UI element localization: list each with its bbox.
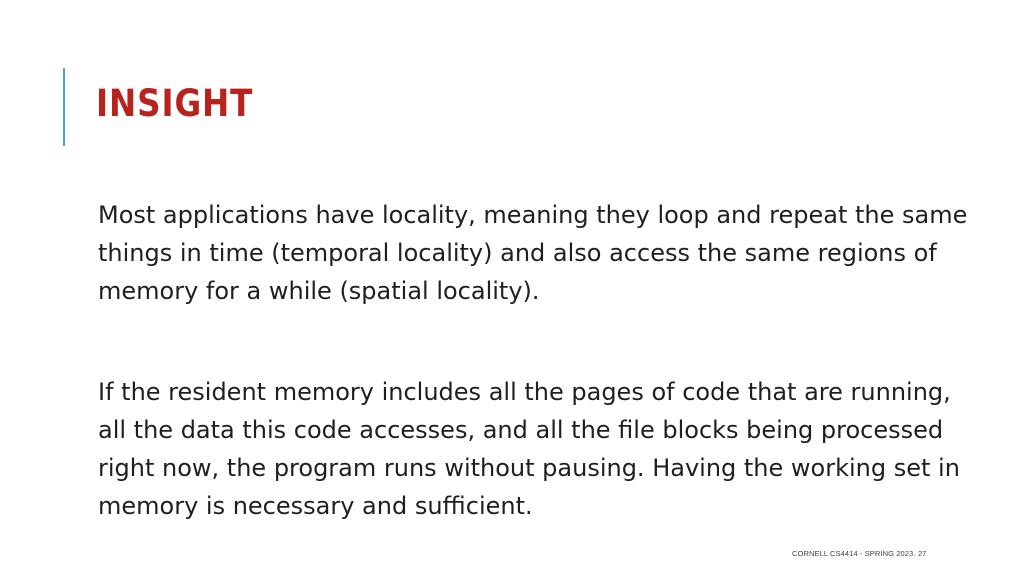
body-paragraph-working-set: If the resident memory includes all the pages of code that are running, all the data this code accesses, and all the file blocks being processed right now, the program runs without pausing. Having the working set in memory is necessary and sufficient. [98, 378, 960, 520]
title-accent-bar [63, 68, 65, 146]
footer-source: CORNELL CS4414 - SPRING 2023. [792, 549, 916, 558]
page-number: 27 [918, 549, 927, 558]
body-paragraph-locality: Most applications have locality, meaning they loop and repeat the same things in time (temporal locality) and also access the same regions of memory for a while (spatial locality). [98, 201, 968, 305]
slide-title: INSIGHT [96, 82, 254, 125]
